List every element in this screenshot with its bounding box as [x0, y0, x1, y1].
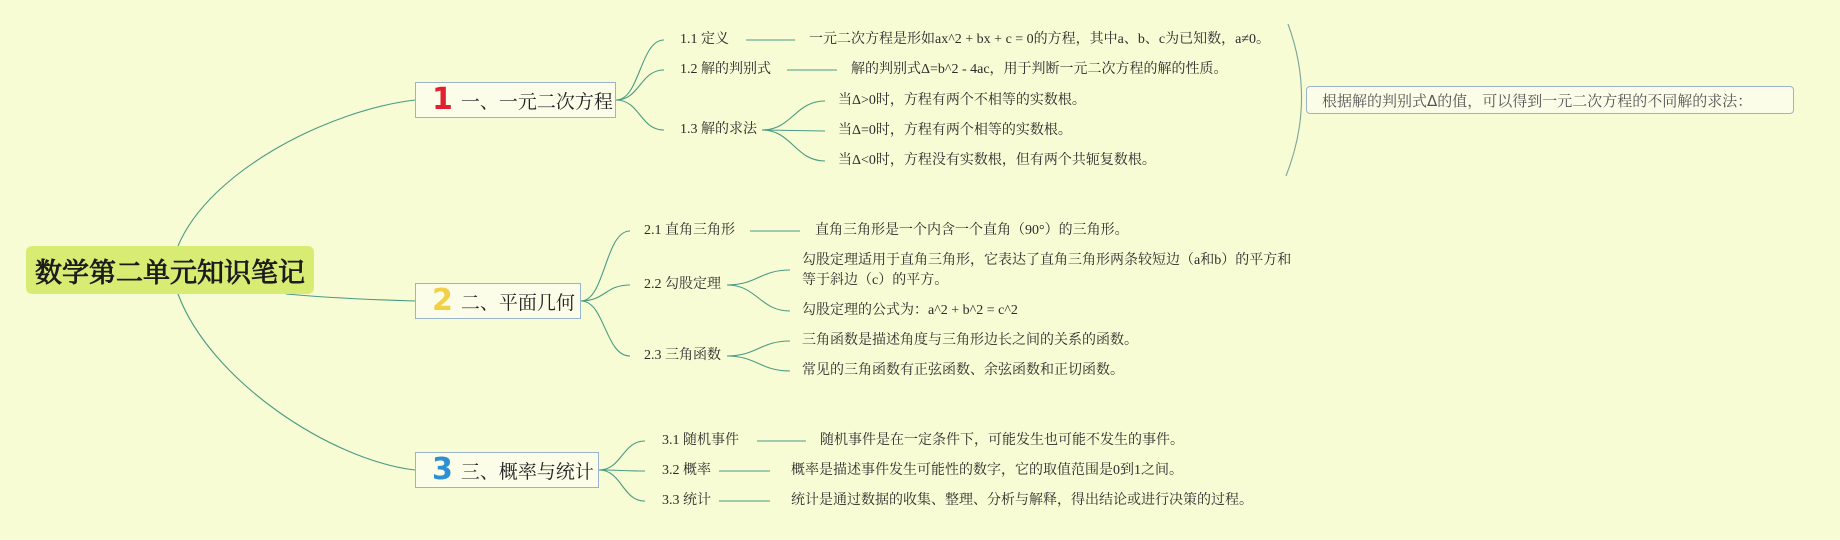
detail-statistics[interactable]: 统计是通过数据的收集、整理、分析与解释，得出结论或进行决策的过程。 [791, 493, 1253, 508]
detail-delta-negative[interactable]: 当Δ<0时，方程没有实数根，但有两个共轭复数根。 [838, 153, 1156, 168]
link-b2-t23 [581, 301, 630, 356]
link-t23-d23a [727, 341, 790, 356]
detail-pythagorean-formula[interactable]: 勾股定理的公式为：a^2 + b^2 = c^2 [802, 303, 1018, 318]
root-topic[interactable] [26, 246, 314, 294]
topic-solution-methods[interactable]: 1.3 解的求法 [680, 122, 757, 137]
topic-random-event[interactable]: 3.1 随机事件 [662, 433, 739, 448]
detail-trig-types[interactable]: 常见的三角函数有正弦函数、余弦函数和正切函数。 [802, 363, 1124, 378]
topic-right-triangle[interactable]: 2.1 直角三角形 [644, 223, 735, 238]
detail-pythagorean-statement[interactable]: 勾股定理适用于直角三角形，它表达了直角三角形两条较短边（a和b）的平方和等于斜边（c）的平方。 [802, 253, 1292, 288]
link-b1-t12 [616, 70, 664, 100]
link-t23-d23b [727, 356, 790, 371]
topic-discriminant[interactable]: 1.2 解的判别式 [680, 62, 771, 77]
link-t13-d13c [762, 130, 825, 161]
link-t22-d22a [727, 270, 790, 285]
summary-text: 根据解的判别式Δ的值，可以得到一元二次方程的不同解的求法： [1322, 91, 1753, 110]
link-root-branch-3 [178, 294, 415, 470]
branch-label: 三、概率与统计 [460, 460, 594, 483]
number-1-icon: 1 [432, 82, 453, 117]
link-b3-t31 [599, 441, 645, 470]
branch-label: 二、平面几何 [460, 291, 575, 314]
detail-right-triangle[interactable]: 直角三角形是一个内含一个直角（90°）的三角形。 [815, 223, 1129, 238]
number-3-icon: 3 [432, 452, 453, 487]
detail-trig-definition[interactable]: 三角函数是描述角度与三角形边长之间的关系的函数。 [802, 333, 1138, 348]
branch-label: 一、一元二次方程 [460, 90, 613, 113]
topic-pythagorean-theorem[interactable]: 2.2 勾股定理 [644, 277, 721, 292]
topic-statistics[interactable]: 3.3 统计 [662, 493, 711, 508]
link-b1-t11 [616, 40, 664, 100]
number-2-icon: 2 [432, 283, 453, 318]
topic-trig-functions[interactable]: 2.3 三角函数 [644, 348, 721, 363]
summary-bracket [1286, 24, 1302, 176]
link-root-branch-2 [286, 294, 415, 301]
branch-quadratic-equation[interactable] [415, 82, 616, 118]
branch-plane-geometry[interactable] [415, 283, 581, 319]
root-title: 数学第二单元知识笔记 [35, 257, 305, 289]
topic-probability[interactable]: 3.2 概率 [662, 463, 711, 478]
link-b3-t33 [599, 470, 645, 501]
detail-definition[interactable]: 一元二次方程是形如ax^2 + bx + c = 0的方程，其中a、b、c为已知数，a≠0。 [809, 32, 1271, 47]
link-t13-d13a [762, 101, 825, 130]
branch-probability-statistics[interactable] [415, 452, 599, 488]
detail-delta-zero[interactable]: 当Δ=0时，方程有两个相等的实数根。 [838, 123, 1072, 138]
link-b2-t21 [581, 231, 630, 301]
detail-delta-positive[interactable]: 当Δ>0时，方程有两个不相等的实数根。 [838, 93, 1086, 108]
detail-discriminant[interactable]: 解的判别式Δ=b^2 - 4ac，用于判断一元二次方程的解的性质。 [851, 62, 1228, 77]
link-t22-d22b [727, 285, 790, 311]
link-b1-t13 [616, 100, 664, 130]
summary-note[interactable] [1306, 86, 1794, 114]
link-root-branch-1 [178, 100, 415, 246]
detail-probability[interactable]: 概率是描述事件发生可能性的数字，它的取值范围是0到1之间。 [791, 463, 1183, 478]
topic-definition[interactable]: 1.1 定义 [680, 32, 729, 47]
detail-random-event[interactable]: 随机事件是在一定条件下，可能发生也可能不发生的事件。 [820, 433, 1184, 448]
